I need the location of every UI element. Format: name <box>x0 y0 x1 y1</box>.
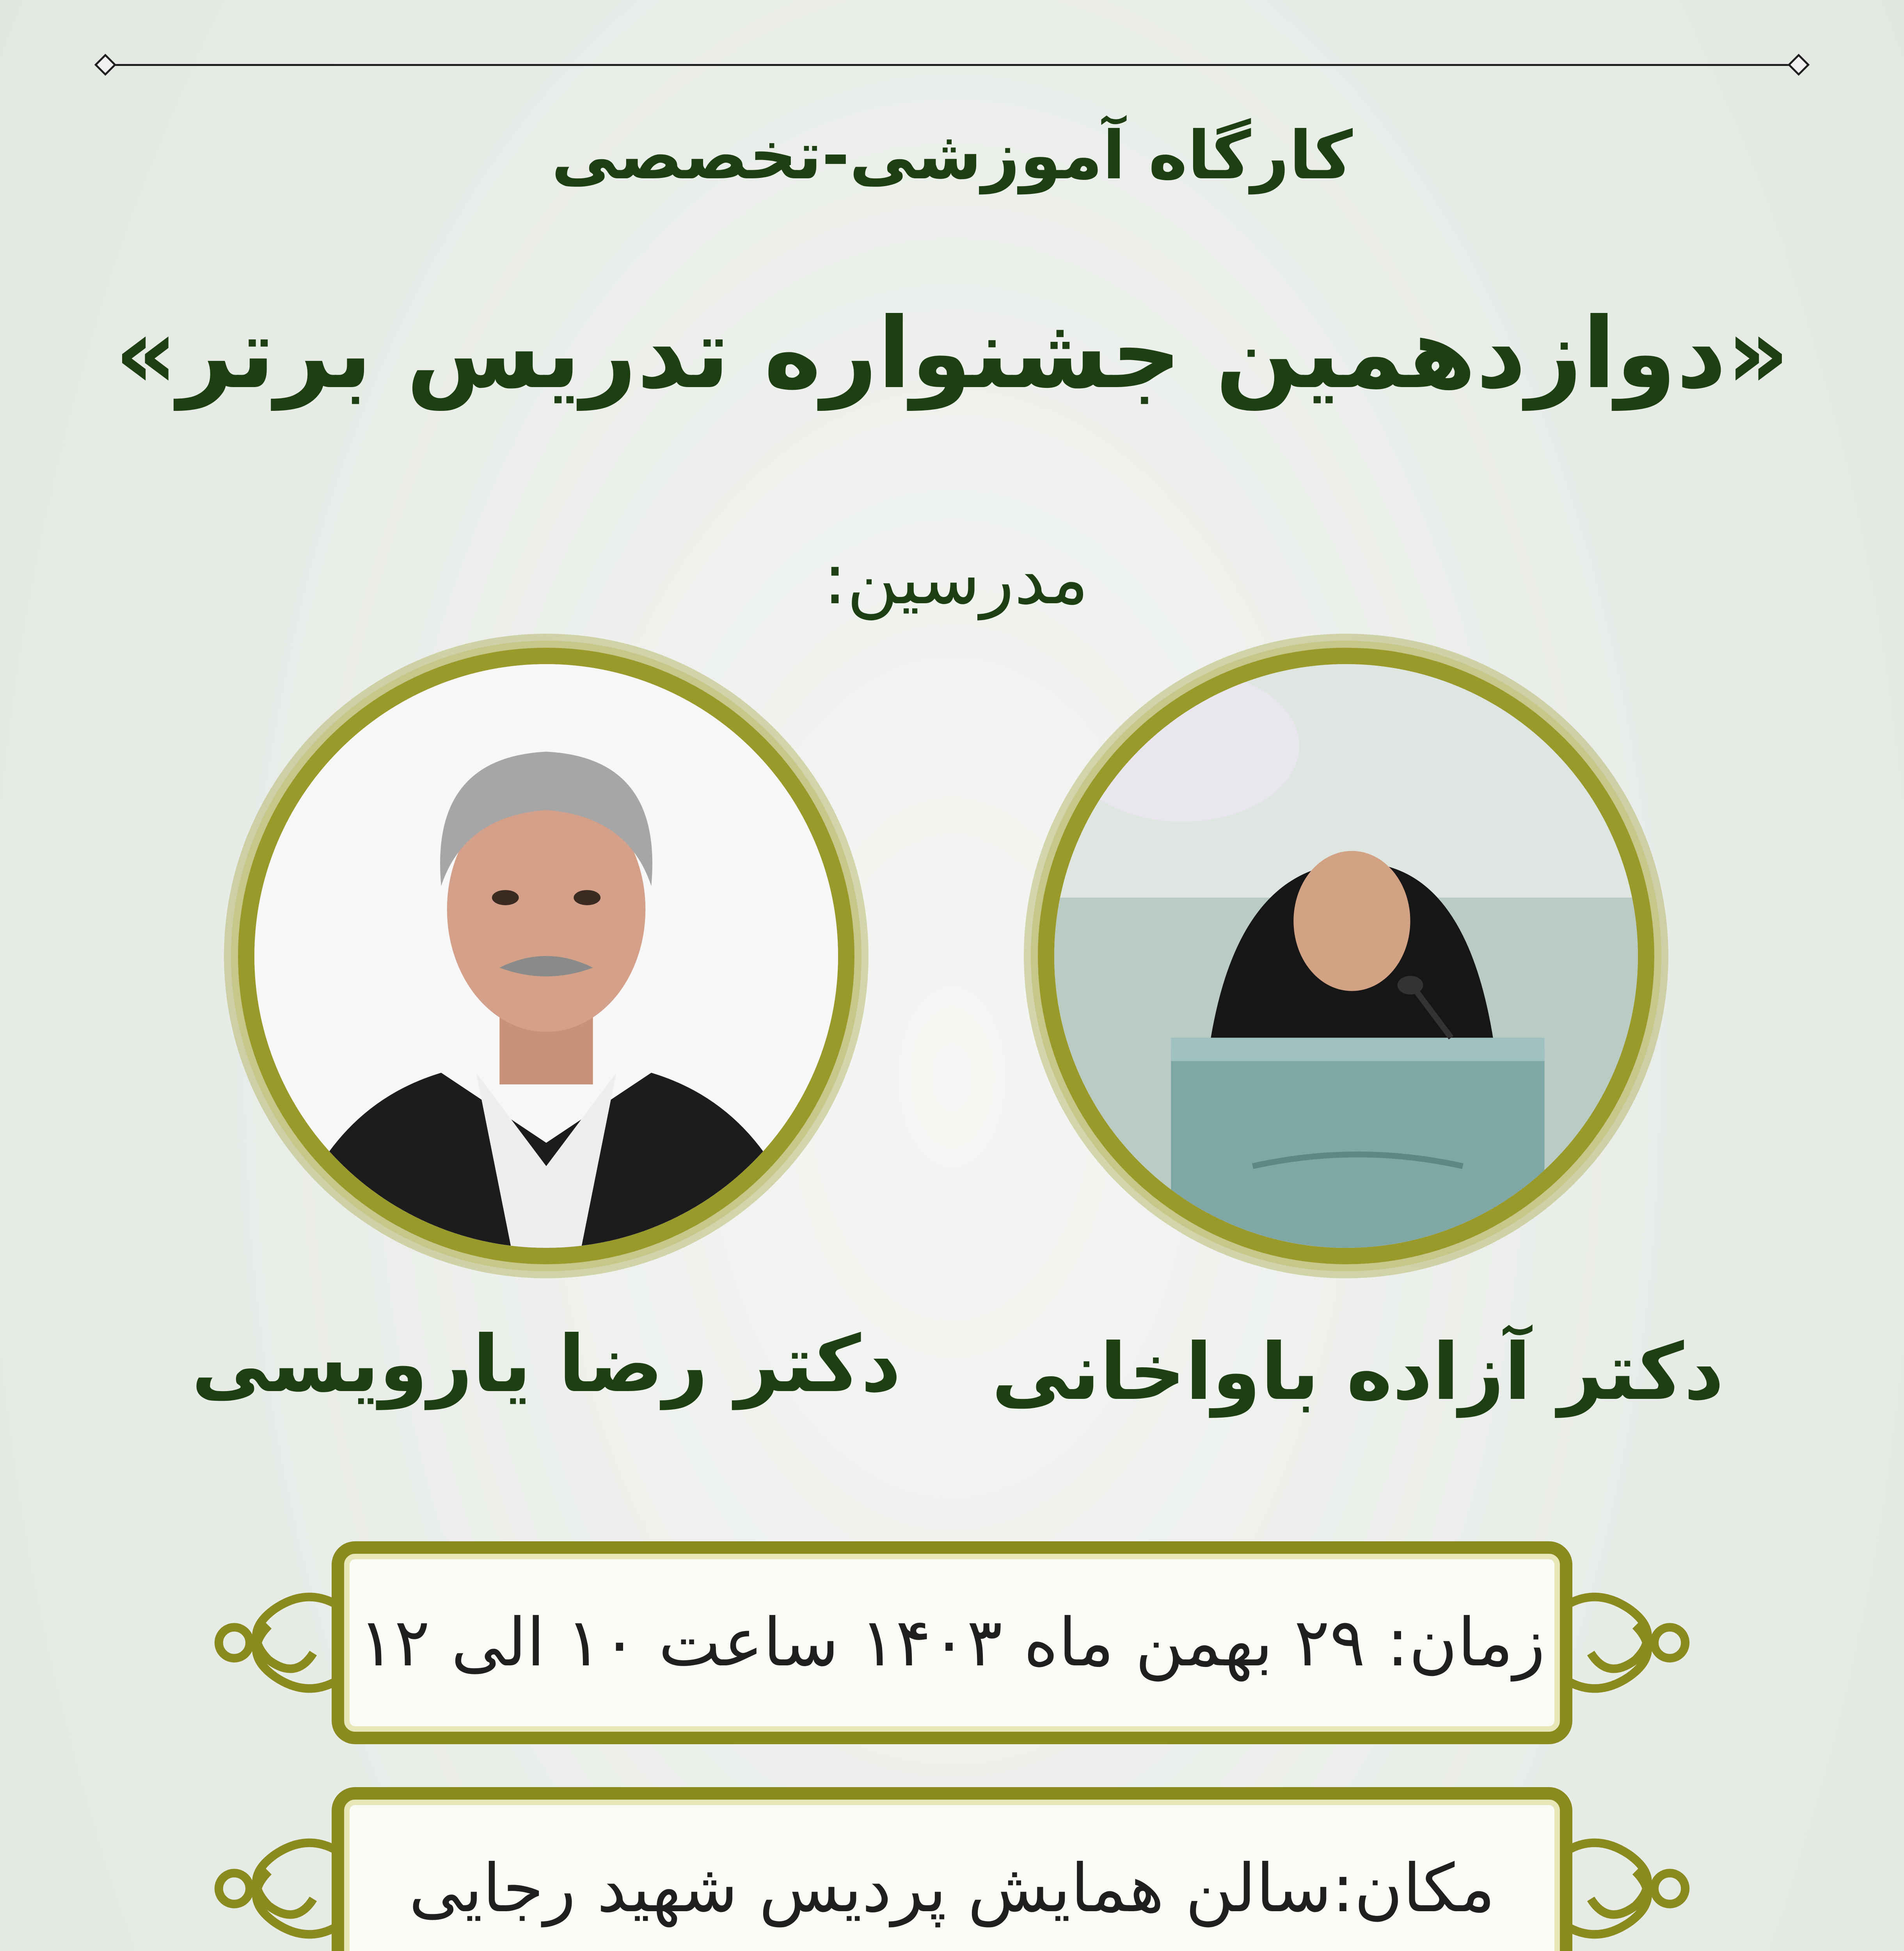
teachers-label: مدرسین: <box>823 538 1089 620</box>
time-banner <box>332 1541 1572 1744</box>
workshop-subtitle: کارگاه آموزشی-تخصصی <box>551 117 1353 194</box>
portrait-azadeh-bavakhani <box>1038 648 1654 1264</box>
festival-title: «دوازدهمین جشنواره تدریس برتر» <box>114 297 1790 410</box>
place-banner <box>332 1787 1572 1951</box>
teacher-name-azadeh-bavakhani: دکتر آزاده باواخانی <box>991 1327 1724 1418</box>
teacher-name-reza-yarveisi: دکتر رضا یارویسی <box>191 1319 901 1410</box>
place-text: مکان:سالن همایش پردیس شهید رجایی <box>409 1850 1495 1927</box>
time-text: زمان: ۲۹ بهمن ماه ۱۴۰۳ ساعت ۱۰ الی ۱۲ <box>359 1604 1545 1681</box>
top-divider <box>98 62 1806 67</box>
portrait-reza-yarveisi <box>238 648 854 1264</box>
